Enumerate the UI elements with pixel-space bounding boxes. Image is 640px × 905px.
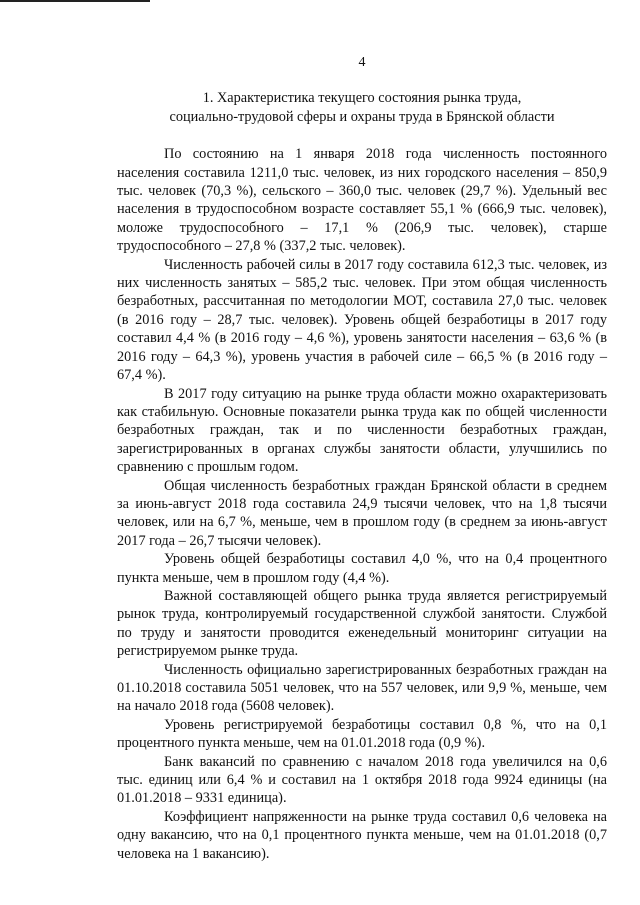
section-heading bbox=[117, 89, 607, 126]
document-page bbox=[117, 54, 607, 863]
paragraph-vacancy-bank: Банк вакансий по сравнению с началом 2018 года увеличился на 0,6 тыс. единиц или 6,4 % и составил на 1 октября 2018 года 9924 единицы (на 01.01.2018 – 9331 единица). bbox=[117, 753, 607, 807]
page-number: 4 bbox=[358, 55, 366, 70]
paragraph-registered-rate: Уровень регистрируемой безработицы составил 0,8 %, что на 0,1 процентного пункта меньше, чем на 01.01.2018 года (0,9 %). bbox=[117, 716, 607, 752]
top-rule bbox=[0, 0, 150, 2]
paragraph-labor-force: Численность рабочей силы в 2017 году составила 612,3 тыс. человек, из них численность занятых – 585,2 тыс. человек. При этом общая численность безработных, рассчитанная по методологии МОТ, составила 27,0 тыс. человек (в 2016 году – 28,7 тыс. человек). Уровень общей безработицы в 2017 году составил 4,4 % (в 2016 году – 4,6 %), уровень занятости населения – 63,6 % (в 2016 году – 64,3 %), уровень участия в рабочей силе – 66,5 % (в 2016 году – 67,4 %). bbox=[117, 256, 607, 384]
paragraph-total-unemployed: Общая численность безработных граждан Брянской области в среднем за июнь-август 2018 года составила 24,9 тысячи человек, что на 1,8 тысячи человек, или на 6,7 %, меньше, чем в прошлом году (в среднем за июнь-август 2017 года – 26,7 тысячи человек). bbox=[117, 477, 607, 549]
paragraph-tension-coefficient: Коэффициент напряженности на рынке труда составил 0,6 человека на одну вакансию, что на 0,1 процентного пункта меньше, чем на 01.01.2018 (0,7 человека на 1 вакансию). bbox=[117, 808, 607, 862]
paragraph-registered-market: Важной составляющей общего рынка труда является регистрируемый рынок труда, контролируемый государственной службой занятости. Службой по труду и занятости проводится еженедельный мониторинг ситуации на регистрируемом рынке труда. bbox=[117, 587, 607, 660]
paragraph-registered-unemployed: Численность официально зарегистрированных безработных граждан на 01.10.2018 составила 5051 человек, что на 557 человек, или 9,9 %, меньше, чем на начало 2018 года (5608 человек). bbox=[117, 661, 607, 715]
paragraph-stable-situation: В 2017 году ситуацию на рынке труда области можно охарактеризовать как стабильную. Основные показатели рынка труда как по общей численности безработных граждан, так и по численности безработных граждан, зарегистрированных в органах службы занятости области, улучшились по сравнению с прошлым годом. bbox=[117, 385, 607, 476]
section-heading-line-2: социально-трудовой сферы и охраны труда в Брянской области bbox=[169, 108, 555, 125]
paragraph-population: По состоянию на 1 января 2018 года численность постоянного населения составила 1211,0 тыс. человек, из них городского населения – 850,9 тыс. человек (70,3 %), сельского – 360,0 тыс. человек (29,7 %). Удельный вес населения в трудоспособном возрасте составляет 55,1 % (666,9 тыс. человек), моложе трудоспособного – 17,1 % (206,9 тыс. человек), старше трудоспособного – 27,8 % (337,2 тыс. человек). bbox=[117, 146, 607, 255]
section-heading-line-1: 1. Характеристика текущего состояния рынка труда, bbox=[202, 90, 522, 107]
paragraph-unemployment-rate: Уровень общей безработицы составил 4,0 %, что на 0,4 процентного пункта меньше, чем в прошлом году (4,4 %). bbox=[117, 551, 607, 586]
